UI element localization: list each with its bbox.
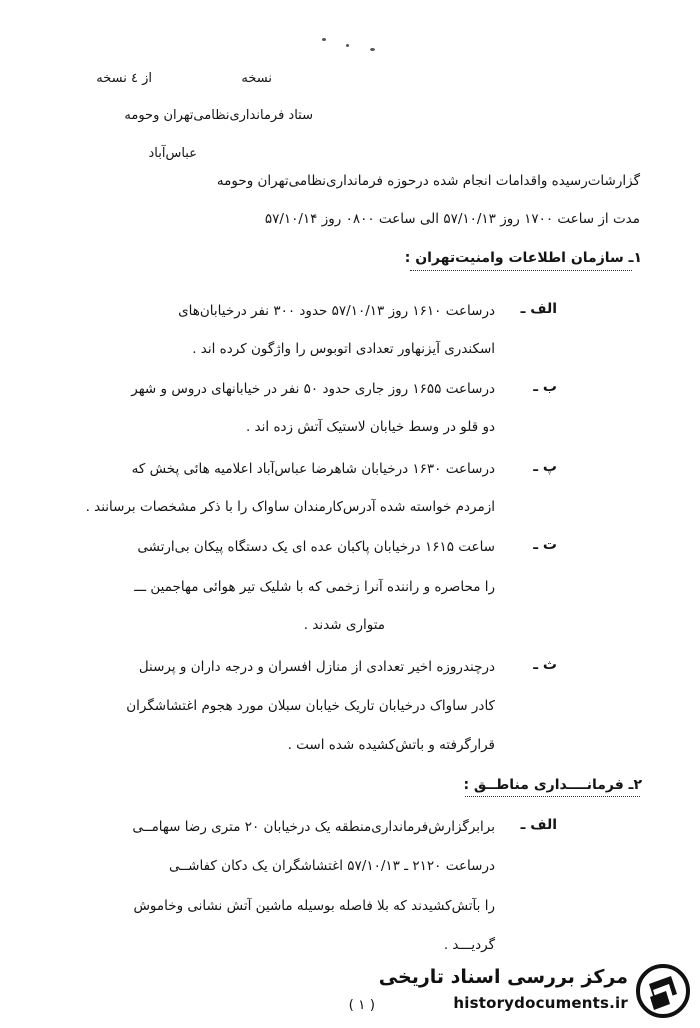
item-1b-line-2: دو قلو در وسط خیابان لاستیک آتش زده اند . <box>246 419 495 435</box>
item-2a-marker: الف ـ <box>520 817 557 833</box>
item-1e-line-2: کادر ساواک درخیابان تاریک خیابان سبلان مورد هجوم اغتشاشگران <box>126 698 495 714</box>
copy-label: نسخه <box>241 71 272 86</box>
watermark <box>378 960 698 1024</box>
item-1e-marker: ث ـ <box>533 657 557 673</box>
scan-speck <box>322 38 326 41</box>
item-1a-line-2: اسکندری آیزنهاور تعدادی اتوبوس را واژگون کرده اند . <box>192 341 495 357</box>
report-subject: گزارشات‌رسیده واقدامات انجام شده درحوزه فرمانداری‌نظامی‌تهران وحومه <box>216 173 640 189</box>
section-1-title: ۱ـ سازمان اطلاعات وامنیت‌تهران : <box>404 250 642 266</box>
item-2a-line-3: را بآتش‌کشیدند که بلا فاصله بوسیله ماشین آتش نشانی وخاموش <box>133 898 495 914</box>
document-stack-logo-icon <box>636 964 690 1018</box>
item-1a-marker: الف ـ <box>520 301 557 317</box>
recipient-sub: عباس‌آباد <box>148 146 197 161</box>
report-period: مدت‌ از ساعت ۱۷۰۰ روز ۵۷/۱۰/۱۳ الی ساعت ۰۸۰۰ روز ۵۷/۱۰/۱۴ <box>264 211 640 227</box>
item-2a-line-1: برابرگزارش‌فرمانداری‌منطقه یک درخیابان ۲۰ متری رضا سهامــی <box>132 819 495 835</box>
item-1e-line-3: قرارگرفته و باتش‌کشیده شده است . <box>287 737 495 753</box>
item-1d-line-2: را محاصره و راننده آنرا زخمی که با شلیک تیر هوائی مهاجمین ـــ <box>134 579 495 595</box>
item-1d-marker: ت ـ <box>533 537 557 553</box>
item-1b-marker: ب ـ <box>533 379 557 395</box>
scan-speck <box>346 44 349 47</box>
item-1d-line-3: متواری شدند . <box>303 617 385 633</box>
item-1c-line-1: درساعت ۱۶۳۰ درخیابان شاهرضا عباس‌آباد اعلامیه هائی پخش که <box>131 461 495 477</box>
section-2-title: ۲ـ فرمانــــداری مناطــق : <box>463 777 642 793</box>
item-2a-line-4: گردیـــد . <box>443 937 495 953</box>
section-1-underline <box>410 270 632 271</box>
watermark-url: historydocuments.ir <box>453 994 628 1012</box>
copy-count: از ٤ نسخه <box>96 71 152 86</box>
item-1c-marker: پ ـ <box>533 459 557 475</box>
item-1e-line-1: درچندروزه اخیر تعدادی از منازل افسران و درجه داران و پرسنل <box>138 659 495 675</box>
item-1a-line-1: درساعت ۱۶۱۰ روز ۵۷/۱۰/۱۳ حدود ۳۰۰ نفر درخیابان‌های <box>178 303 495 319</box>
item-1c-line-2: ازمردم خواسته شده آدرس‌کارمندان ساواک را با ذکر مشخصات برسانند . <box>85 499 495 515</box>
item-1d-line-1: ساعت ۱۶۱۵ درخیابان پاکبان عده ای یک دستگاه پیکان بی‌ارتشی <box>137 539 495 555</box>
page-number: ( ۱ ) <box>348 997 375 1013</box>
section-2-underline <box>465 796 640 797</box>
item-1b-line-1: درساعت ۱۶۵۵ روز جاری حدود ۵۰ نفر در خیابانهای دروس و شهر <box>131 381 495 397</box>
watermark-title: مرکز بررسی اسناد تاریخی <box>378 966 628 988</box>
item-2a-line-2: درساعت ۲۱۲۰ ـ ۵۷/۱۰/۱۳ اغتشاشگران یک دکان کفاشــی <box>169 858 495 874</box>
recipient: ستاد فرمانداری‌نظامی‌تهران وحومه <box>124 108 313 123</box>
scan-speck <box>370 48 375 51</box>
